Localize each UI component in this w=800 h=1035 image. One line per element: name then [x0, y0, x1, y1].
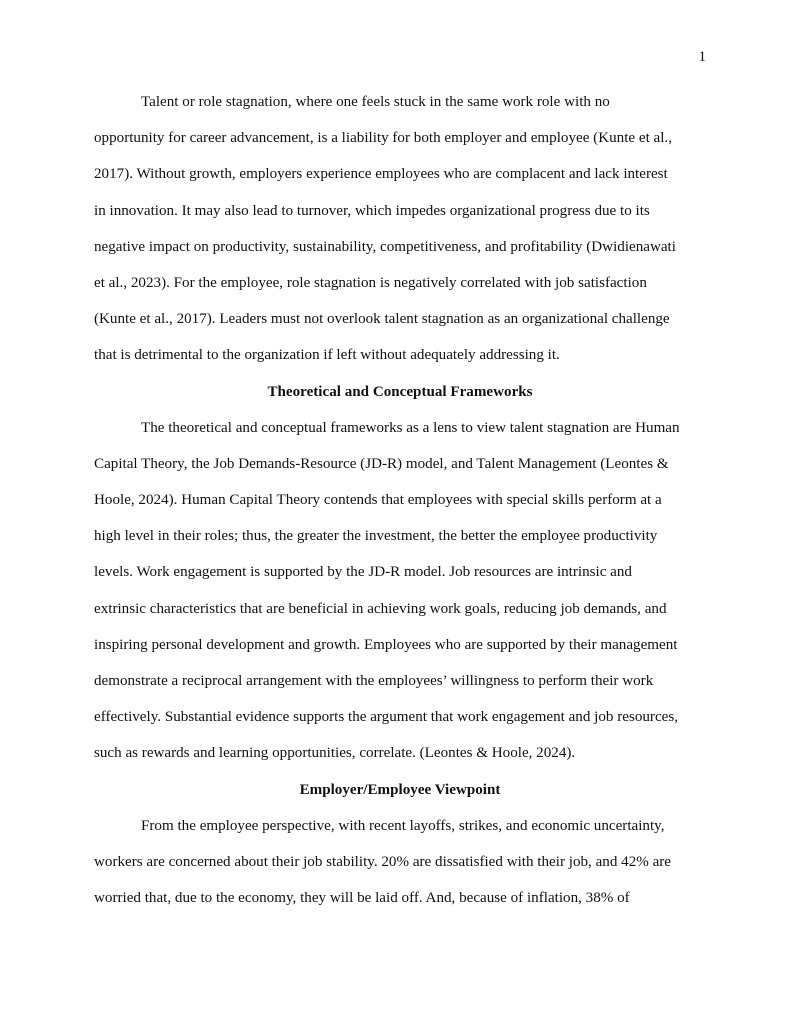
- text-line: Capital Theory, the Job Demands-Resource (JD-R) model, and Talent Management (Leontes &: [94, 455, 669, 472]
- text-line: et al., 2023). For the employee, role stagnation is negatively correlated with job satisfaction: [94, 274, 647, 291]
- section-heading: Theoretical and Conceptual Frameworks: [267, 383, 533, 400]
- text-line: inspiring personal development and growth. Employees who are supported by their management: [94, 636, 678, 653]
- section-heading: Employer/Employee Viewpoint: [299, 781, 501, 798]
- text-line: Talent or role stagnation, where one feels stuck in the same work role with no: [141, 94, 610, 110]
- text-line: workers are concerned about their job stability. 20% are dissatisfied with their job, and 42% are: [94, 853, 672, 870]
- text-line: extrinsic characteristics that are beneficial in achieving work goals, reducing job demands, and: [94, 600, 667, 617]
- text-line: From the employee perspective, with recent layoffs, strikes, and economic uncertainty,: [141, 817, 665, 834]
- text-line: that is detrimental to the organization if left without adequately addressing it.: [94, 347, 560, 364]
- text-line: demonstrate a reciprocal arrangement with the employees’ willingness to perform their work: [94, 673, 654, 689]
- document-body: [94, 84, 706, 916]
- text-line: negative impact on productivity, sustainability, competitiveness, and profitability (Dwidienawati: [94, 238, 676, 255]
- text-line: levels. Work engagement is supported by the JD-R model. Job resources are intrinsic and: [94, 564, 632, 581]
- text-line: (Kunte et al., 2017). Leaders must not overlook talent stagnation as an organizational challenge: [94, 311, 670, 328]
- text-line: The theoretical and conceptual frameworks as a lens to view talent stagnation are Human: [141, 419, 680, 436]
- page-number: 1: [698, 49, 706, 65]
- text-line: opportunity for career advancement, is a liability for both employer and employee (Kunte et al.,: [94, 130, 672, 147]
- text-line: effectively. Substantial evidence supports the argument that work engagement and job resources,: [94, 709, 679, 726]
- text-line: Hoole, 2024). Human Capital Theory contends that employees with special skills perform at a: [94, 492, 662, 509]
- text-line: such as rewards and learning opportunities, correlate. (Leontes & Hoole, 2024).: [94, 745, 576, 762]
- text-line: 2017). Without growth, employers experience employees who are complacent and lack interest: [94, 166, 668, 183]
- text-line: in innovation. It may also lead to turnover, which impedes organizational progress due to its: [94, 202, 650, 219]
- text-line: worried that, due to the economy, they will be laid off. And, because of inflation, 38% of: [94, 890, 630, 907]
- text-line: high level in their roles; thus, the greater the investment, the better the employee productivity: [94, 528, 658, 545]
